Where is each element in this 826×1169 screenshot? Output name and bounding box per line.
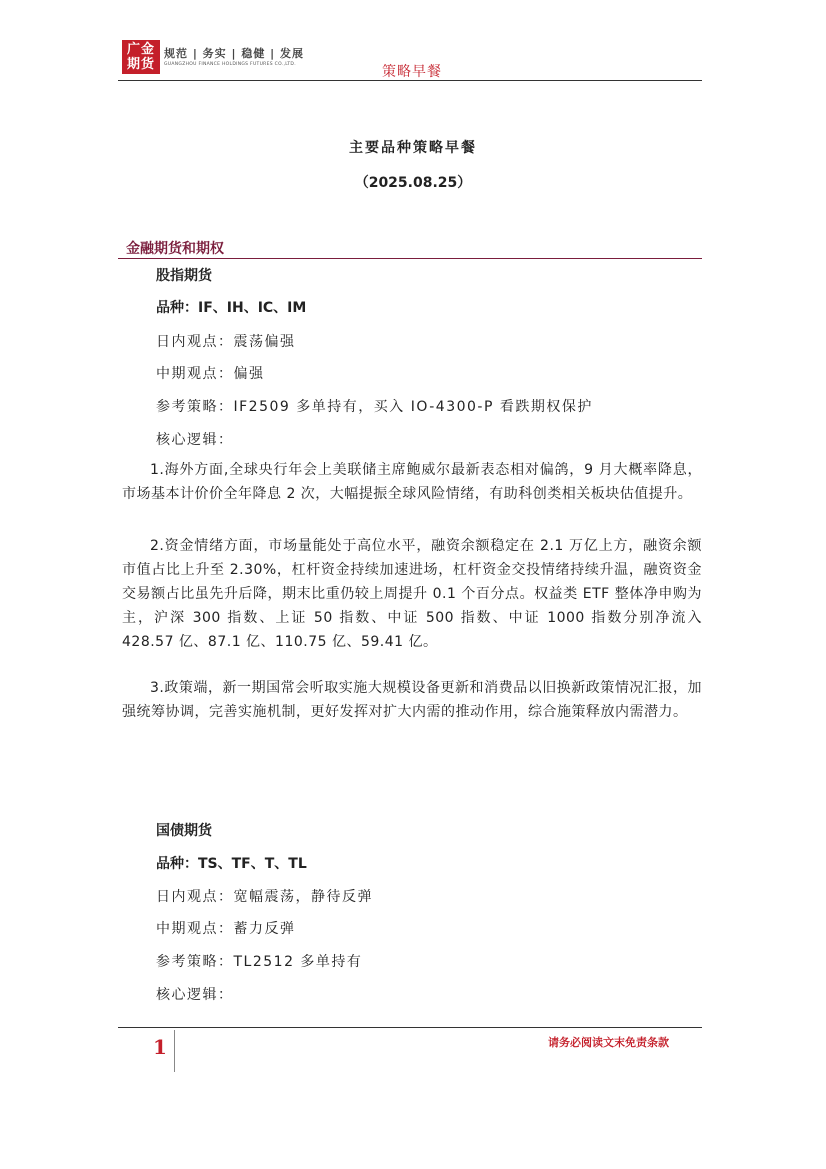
page-number: 1: [153, 1035, 167, 1059]
company-slogan: 规范 | 务实 | 稳健 | 发展: [164, 47, 305, 60]
document-title: 主要品种策略早餐: [349, 140, 477, 156]
stock-index-logic-label: 核心逻辑：: [156, 432, 234, 448]
stock-index-point-2: 2.资金情绪方面，市场量能处于高位水平，融资余额稳定在 2.1 万亿上方，融资余额市值占比上升至 2.30%，杠杆资金持续加速进场，杠杆资金交投情绪持续升温，融资资金交易额占比虽先升后降，期末比重仍较上周提升 0.1 个百分点。权益类 ETF 整体净申购为主，沪深 300 指数、上证 50 指数、中证 500 指数、中证 1000 指数分别净流入 428.57 亿、87.1 亿、110.75 亿、59.41 亿。: [122, 538, 702, 650]
logo-line-2: 期货: [126, 57, 155, 72]
document-date: （2025.08.25）: [354, 175, 472, 191]
stock-index-point-1: 1.海外方面,全球央行年会上美联储主席鲍威尔最新表态相对偏鸽，9 月大概率降息，市场基本计价价全年降息 2 次，大幅提振全球风险情绪，有助科创类相关板块估值提升。: [122, 462, 702, 502]
company-logo: [122, 40, 160, 74]
page-number-bar: [174, 1030, 175, 1072]
stock-index-heading: 股指期货: [156, 268, 212, 284]
stock-index-point-3: 3.政策端，新一期国常会听取实施大规模设备更新和消费品以旧换新政策情况汇报，加强统筹协调，完善实施机制，更好发挥对扩大内需的推动作用，综合施策释放内需潜力。: [122, 680, 702, 720]
treasury-intraday: 日内观点：宽幅震荡，静待反弹: [156, 889, 373, 905]
disclaimer-note: 请务必阅读文末免责条款: [548, 1036, 669, 1049]
stock-index-intraday: 日内观点：震荡偏强: [156, 334, 296, 350]
stock-index-strategy: 参考策略：IF2509 多单持有，买入 IO-4300-P 看跌期权保护: [156, 399, 593, 415]
treasury-heading: 国债期货: [156, 823, 212, 839]
treasury-variety: 品种：TS、TF、T、TL: [156, 856, 307, 872]
footer-divider: [118, 1027, 702, 1028]
stock-index-variety: 品种：IF、IH、IC、IM: [156, 300, 307, 316]
section-heading: 金融期货和期权: [126, 241, 224, 257]
treasury-logic-label: 核心逻辑：: [156, 987, 234, 1003]
section-divider: [118, 258, 702, 259]
treasury-strategy: 参考策略：TL2512 多单持有: [156, 954, 363, 970]
company-english-name: GUANGZHOU FINANCE HOLDINGS FUTURES CO.,LTD.: [164, 62, 296, 67]
logo-line-1: 广金: [126, 42, 155, 57]
treasury-midterm: 中期观点：蓄力反弹: [156, 921, 296, 937]
stock-index-midterm: 中期观点：偏强: [156, 366, 265, 382]
header-tag: 策略早餐: [382, 64, 442, 80]
header-divider: [118, 80, 702, 81]
